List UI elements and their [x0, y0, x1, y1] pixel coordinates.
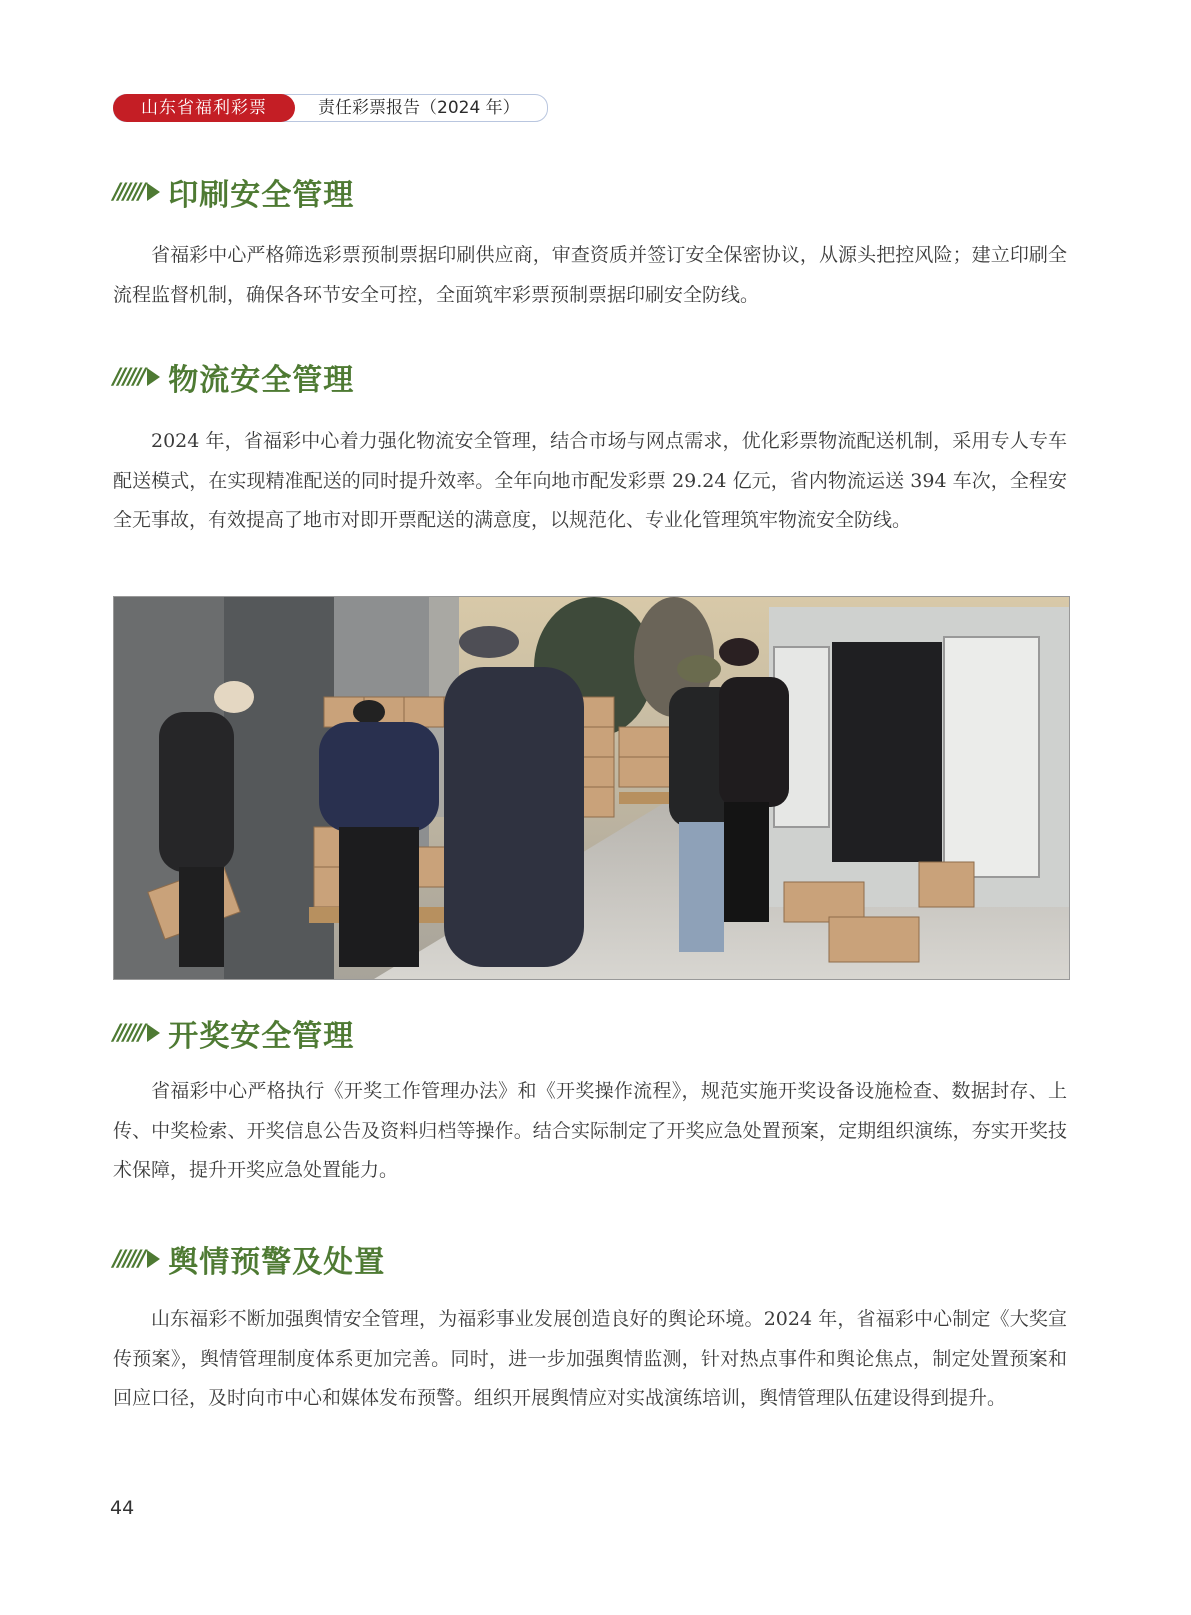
header-org-badge: 山东省福利彩票 — [113, 94, 295, 122]
section-heading: 开奖安全管理 — [168, 1019, 355, 1054]
section-heading: 物流安全管理 — [168, 363, 355, 398]
section-heading: 舆情预警及处置 — [168, 1245, 386, 1280]
slash-decoration: ////// — [113, 179, 144, 205]
slash-decoration: ////// — [113, 1020, 144, 1046]
section-title-printing — [113, 172, 354, 212]
section-title-logistics — [113, 357, 354, 397]
slash-decoration: ////// — [113, 364, 144, 390]
slash-decoration: ////// — [113, 1246, 144, 1272]
section-title-drawing — [113, 1013, 354, 1053]
report-header — [113, 94, 548, 122]
header-report-title: 责任彩票报告（2024 年） — [318, 98, 520, 118]
photo-illustration — [114, 597, 1069, 979]
section-body-printing: 省福彩中心严格筛选彩票预制票据印刷供应商，审查资质并签订安全保密协议，从源头把控风险；建立印刷全流程监督机制，确保各环节安全可控，全面筑牢彩票预制票据印刷安全防线。 — [113, 244, 1067, 306]
section-title-public-opinion — [113, 1239, 385, 1279]
triangle-icon — [147, 368, 160, 386]
logistics-photo — [113, 596, 1070, 980]
triangle-icon — [147, 183, 160, 201]
triangle-icon — [147, 1250, 160, 1268]
section-body-logistics: 2024 年，省福彩中心着力强化物流安全管理，结合市场与网点需求，优化彩票物流配送机制，采用专人专车配送模式，在实现精准配送的同时提升效率。全年向地市配发彩票 29.24 亿元，省内物流运送 394 车次，全程安全无事故，有效提高了地市对即开票配送的满意度，以规范化、专业化管理筑牢物流安全防线。 — [113, 430, 1067, 531]
triangle-icon — [147, 1024, 160, 1042]
section-heading: 印刷安全管理 — [168, 178, 355, 213]
section-body-public-opinion: 山东福彩不断加强舆情安全管理，为福彩事业发展创造良好的舆论环境。2024 年，省福彩中心制定《大奖宣传预案》，舆情管理制度体系更加完善。同时，进一步加强舆情监测，针对热点事件和舆论焦点，制定处置预案和回应口径，及时向市中心和媒体发布预警。组织开展舆情应对实战演练培训，舆情管理队伍建设得到提升。 — [113, 1308, 1067, 1409]
section-body-drawing: 省福彩中心严格执行《开奖工作管理办法》和《开奖操作流程》，规范实施开奖设备设施检查、数据封存、上传、中奖检索、开奖信息公告及资料归档等操作。结合实际制定了开奖应急处置预案，定期组织演练，夯实开奖技术保障，提升开奖应急处置能力。 — [113, 1080, 1067, 1181]
page-number: 44 — [110, 1497, 135, 1519]
